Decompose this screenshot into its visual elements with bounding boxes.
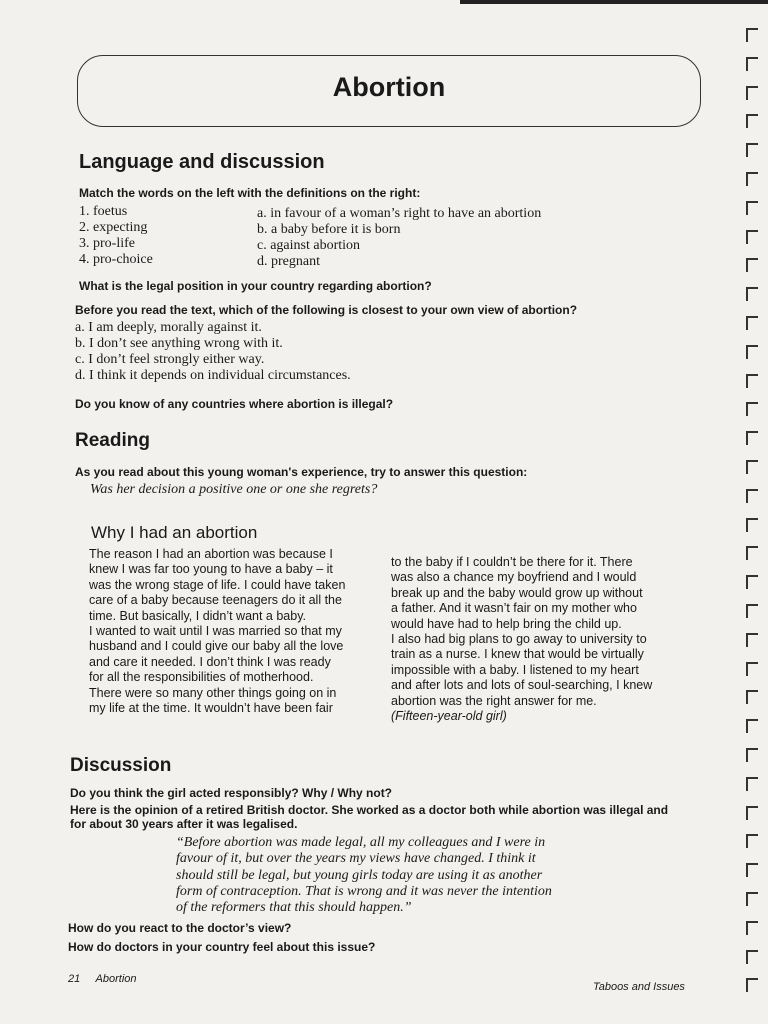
language-heading: Language and discussion (79, 151, 325, 173)
spiral-ring (746, 431, 758, 445)
doctor-intro (70, 803, 668, 831)
spiral-ring (746, 201, 758, 215)
article-line: impossible with a baby. I listened to my heart (391, 662, 639, 677)
spiral-ring (746, 86, 758, 100)
spiral-ring (746, 287, 758, 301)
article-line: and after lots and lots of soul-searching, I knew (391, 678, 653, 693)
word-list (79, 204, 153, 268)
quote-line: form of contraception. That is wrong and it was never the intention (176, 883, 552, 899)
spiral-ring (746, 316, 758, 330)
title-box (77, 55, 701, 127)
article-line: a father. And it wasn’t fair on my mother who (391, 601, 637, 616)
footer-left (68, 973, 137, 985)
spiral-ring (746, 950, 758, 964)
reading-instruction: As you read about this young woman's experience, try to answer this question: (75, 465, 528, 479)
word-item: 2. expecting (79, 220, 148, 235)
responsibility-question: Do you think the girl acted responsibly? Why / Why not? (70, 786, 393, 800)
article-line: husband and I could give our baby all the love (89, 639, 344, 654)
article-line: my life at the time. It wouldn’t have been fair (89, 701, 333, 716)
page-number: 21 (68, 973, 81, 985)
spiral-binding (744, 28, 764, 1008)
spiral-ring (746, 633, 758, 647)
definition-list (257, 206, 541, 270)
spiral-ring (746, 143, 758, 157)
article-column-right (391, 555, 652, 724)
spiral-ring (746, 834, 758, 848)
spiral-ring (746, 57, 758, 71)
discussion-heading: Discussion (70, 755, 172, 776)
article-line: to the baby if I couldn’t be there for it. There (391, 555, 633, 569)
countries-question: Do you know of any countries where abortion is illegal? (75, 397, 394, 411)
quote-line: “Before abortion was made legal, all my colleagues and I were in (176, 835, 546, 850)
book-title: Taboos and Issues (593, 981, 685, 993)
quote-line: should still be legal, but young girls today are using it as another (176, 867, 543, 883)
article-line: for all the responsibilities of motherhood. (89, 670, 314, 685)
doctors-question: How do doctors in your country feel about this issue? (68, 940, 376, 954)
spiral-ring (746, 230, 758, 244)
spiral-ring (746, 921, 758, 935)
definition-item: c. against abortion (257, 238, 361, 253)
doctor-quote (176, 835, 552, 916)
spiral-ring (746, 258, 758, 272)
article-line: was the wrong stage of life. I could have taken (89, 577, 346, 592)
spiral-ring (746, 777, 758, 791)
article-title: Why I had an abortion (91, 523, 258, 542)
article-line: time. But basically, I didn’t want a baby. (89, 608, 307, 623)
page-label: Abortion (95, 973, 137, 985)
spiral-ring (746, 546, 758, 560)
spiral-ring (746, 28, 758, 42)
page-title: Abortion (332, 72, 446, 102)
word-item: 1. foetus (79, 204, 128, 219)
spiral-ring (746, 489, 758, 503)
article-line: There were so many other things going on in (89, 685, 337, 700)
spiral-ring (746, 460, 758, 474)
spiral-ring (746, 345, 758, 359)
view-options (75, 320, 351, 384)
spiral-ring (746, 518, 758, 532)
top-rule (460, 0, 768, 4)
spiral-ring (746, 172, 758, 186)
reading-question: Was her decision a positive one or one she regrets? (90, 482, 378, 497)
article-line: would have had to help bring the child up. (391, 616, 622, 631)
spiral-ring (746, 575, 758, 589)
definition-item: b. a baby before it is born (257, 222, 401, 237)
article-line: I also had big plans to go away to university to (391, 632, 647, 647)
spiral-ring (746, 690, 758, 704)
legal-position-question: What is the legal position in your country regarding abortion? (79, 279, 432, 293)
article-line: The reason I had an abortion was because I (89, 547, 333, 561)
spiral-ring (746, 978, 758, 992)
spiral-ring (746, 662, 758, 676)
before-reading-question: Before you read the text, which of the following is closest to your own view of abortion? (75, 303, 578, 317)
quote-line: of the reformers that this should happen.” (176, 900, 412, 916)
react-question: How do you react to the doctor’s view? (68, 921, 292, 935)
option-item: d. I think it depends on individual circumstances. (75, 368, 351, 383)
spiral-ring (746, 114, 758, 128)
definition-item: a. in favour of a woman’s right to have an abortion (257, 206, 542, 221)
spiral-ring (746, 892, 758, 906)
spiral-ring (746, 748, 758, 762)
quote-line: favour of it, but over the years my views have changed. I think it (176, 851, 536, 867)
reading-heading: Reading (75, 430, 150, 451)
doctor-intro-line: for about 30 years after it was legalised. (70, 817, 298, 831)
article-line: knew I was far too young to have a baby – it (89, 562, 333, 577)
article-line: break up and the baby would grow up without (391, 585, 643, 600)
article-line: care of a baby because teenagers do it all the (89, 593, 342, 608)
article-line: train as a nurse. I knew that would be virtually (391, 647, 644, 662)
spiral-ring (746, 719, 758, 733)
word-item: 3. pro-life (79, 236, 135, 251)
article-line: was also a chance my boyfriend and I would (391, 570, 637, 585)
spiral-ring (746, 604, 758, 618)
word-item: 4. pro-choice (79, 252, 153, 267)
definition-item: d. pregnant (257, 254, 320, 269)
spiral-ring (746, 863, 758, 877)
option-item: c. I don’t feel strongly either way. (75, 352, 265, 367)
spiral-ring (746, 402, 758, 416)
article-line: I wanted to wait until I was married so that my (89, 624, 342, 639)
article-attribution: (Fifteen-year-old girl) (391, 709, 507, 724)
spiral-ring (746, 806, 758, 820)
match-instruction: Match the words on the left with the definitions on the right: (79, 186, 421, 200)
article-column-left (89, 547, 345, 716)
doctor-intro-line: Here is the opinion of a retired British doctor. She worked as a doctor both while abortion was illegal and (70, 803, 669, 817)
option-item: b. I don’t see anything wrong with it. (75, 336, 283, 351)
option-item: a. I am deeply, morally against it. (75, 320, 262, 335)
article-line: abortion was the right answer for me. (391, 693, 597, 708)
article-line: and care it needed. I don’t think I was ready (89, 654, 331, 669)
spiral-ring (746, 374, 758, 388)
